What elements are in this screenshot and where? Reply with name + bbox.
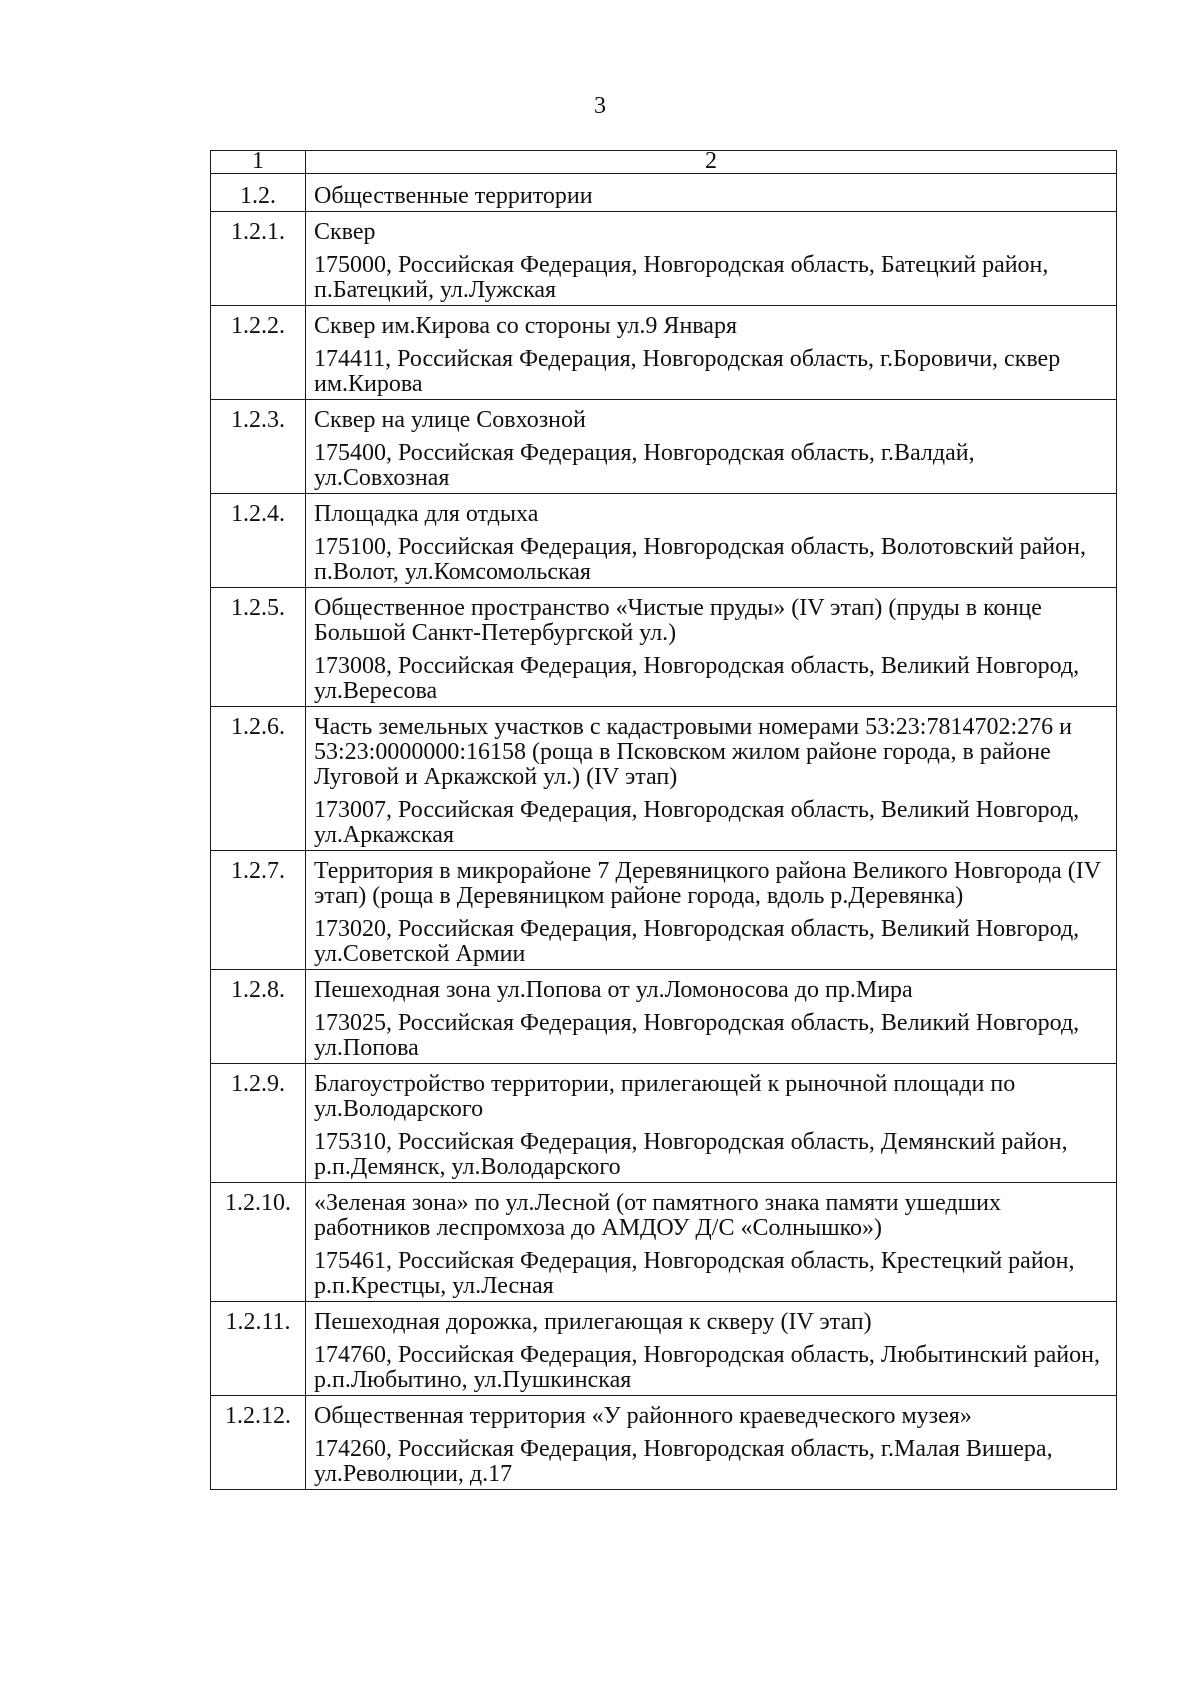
territory-address: 174760, Российская Федерация, Новгородская область, Любытинский район, р.п.Любытино, ул.Пушкинская [314, 1342, 1100, 1393]
table-row [211, 1396, 1117, 1490]
territory-name: «Зеленая зона» по ул.Лесной (от памятного знака памяти ушедших работников леспромхоза до АМДОУ Д/С «Солнышко») [314, 1190, 1001, 1241]
table-body [211, 212, 1117, 1490]
row-content [306, 851, 1117, 970]
territories-table [210, 150, 1117, 1490]
territory-address: 175100, Российская Федерация, Новгородская область, Волотовский район, п.Волот, ул.Комсомольская [314, 534, 1086, 585]
territory-address: 175310, Российская Федерация, Новгородская область, Демянский район, р.п.Демянск, ул.Володарского [314, 1129, 1068, 1180]
row-number: 1.2.6. [211, 707, 306, 851]
territory-name: Территория в микрорайоне 7 Деревяницкого района Великого Новгорода (IV этап) (роща в Деревяницком районе города, вдоль р.Деревянка) [314, 858, 1101, 909]
territory-address: 173025, Российская Федерация, Новгородская область, Великий Новгород, ул.Попова [314, 1010, 1080, 1061]
row-content [306, 707, 1117, 851]
territory-address: 174260, Российская Федерация, Новгородская область, г.Малая Вишера, ул.Революции, д.17 [314, 1436, 1053, 1487]
table-row [211, 588, 1117, 707]
territory-name: Сквер [314, 219, 376, 245]
territory-address: 173020, Российская Федерация, Новгородская область, Великий Новгород, ул.Советской Армии [314, 916, 1080, 967]
row-number: 1.2.3. [211, 400, 306, 494]
section-title: Общественные территории [306, 174, 1117, 212]
row-number: 1.2.5. [211, 588, 306, 707]
row-content [306, 494, 1117, 588]
territory-name: Пешеходная зона ул.Попова от ул.Ломоносова до пр.Мира [314, 977, 913, 1003]
row-content [306, 1064, 1117, 1183]
section-row [211, 174, 1117, 212]
row-number: 1.2.4. [211, 494, 306, 588]
row-content [306, 1302, 1117, 1396]
row-number: 1.2.12. [211, 1396, 306, 1490]
row-content [306, 306, 1117, 400]
table-row [211, 1302, 1117, 1396]
column-header-2: 2 [306, 151, 1117, 174]
row-number: 1.2.2. [211, 306, 306, 400]
territory-name: Благоустройство территории, прилегающей к рыночной площади по ул.Володарского [314, 1071, 1016, 1122]
row-number: 1.2.10. [211, 1183, 306, 1302]
table-row [211, 306, 1117, 400]
table-row [211, 1183, 1117, 1302]
row-content [306, 1396, 1117, 1490]
territory-name: Сквер на улице Совхозной [314, 407, 586, 433]
territory-address: 174411, Российская Федерация, Новгородская область, г.Боровичи, сквер им.Кирова [314, 346, 1061, 397]
table-row [211, 1064, 1117, 1183]
table-row [211, 494, 1117, 588]
territory-address: 173008, Российская Федерация, Новгородская область, Великий Новгород, ул.Вересова [314, 653, 1080, 704]
territory-address: 175461, Российская Федерация, Новгородская область, Крестецкий район, р.п.Крестцы, ул.Лесная [314, 1248, 1075, 1299]
column-header-1: 1 [211, 151, 306, 174]
territory-name: Общественное пространство «Чистые пруды» (IV этап) (пруды в конце Большой Санкт-Петербургской ул.) [314, 595, 1042, 646]
row-content [306, 212, 1117, 306]
row-number: 1.2.9. [211, 1064, 306, 1183]
table-row [211, 707, 1117, 851]
territory-address: 173007, Российская Федерация, Новгородская область, Великий Новгород, ул.Аркажская [314, 797, 1080, 848]
table-row [211, 851, 1117, 970]
row-content [306, 588, 1117, 707]
territory-name: Пешеходная дорожка, прилегающая к скверу (IV этап) [314, 1309, 872, 1335]
row-number: 1.2.8. [211, 970, 306, 1064]
row-content [306, 970, 1117, 1064]
table-row [211, 970, 1117, 1064]
table-header-row [211, 151, 1117, 174]
table-row [211, 212, 1117, 306]
row-number: 1.2.7. [211, 851, 306, 970]
territory-address: 175400, Российская Федерация, Новгородская область, г.Валдай, ул.Совхозная [314, 440, 975, 491]
section-number: 1.2. [211, 174, 306, 212]
territory-name: Сквер им.Кирова со стороны ул.9 Января [314, 313, 737, 339]
territory-address: 175000, Российская Федерация, Новгородская область, Батецкий район, п.Батецкий, ул.Лужская [314, 252, 1049, 303]
row-content [306, 1183, 1117, 1302]
territory-name: Общественная территория «У районного краеведческого музея» [314, 1403, 972, 1429]
territory-name: Площадка для отдыха [314, 501, 539, 527]
page-number: 3 [594, 93, 606, 119]
row-number: 1.2.1. [211, 212, 306, 306]
row-number: 1.2.11. [211, 1302, 306, 1396]
table-row [211, 400, 1117, 494]
row-content [306, 400, 1117, 494]
territory-name: Часть земельных участков с кадастровыми номерами 53:23:7814702:276 и 53:23:0000000:16158 (роща в Псковском жилом районе города, в районе Луговой и Аркажской ул.) (IV этап) [314, 714, 1072, 790]
